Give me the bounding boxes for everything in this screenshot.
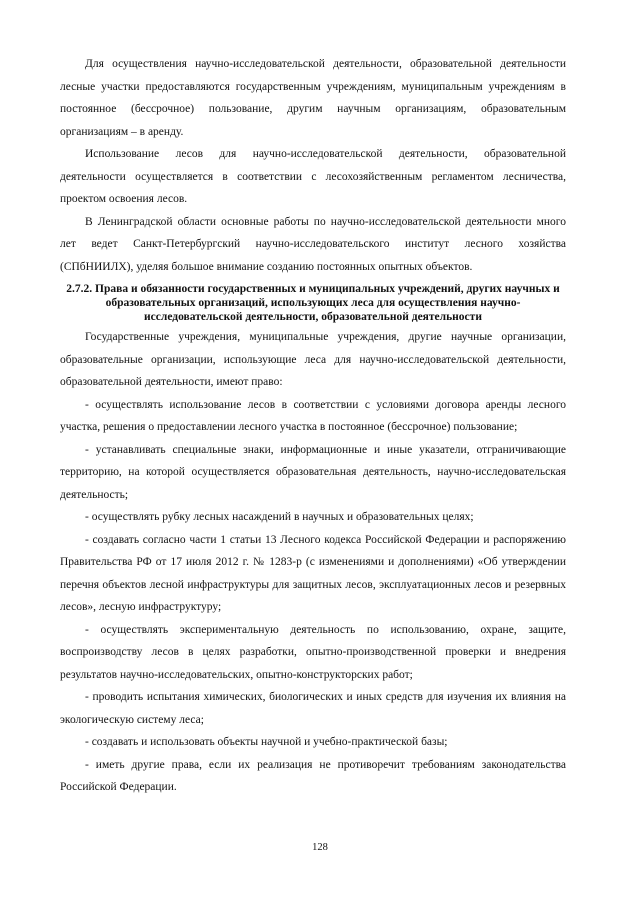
list-item: - осуществлять использование лесов в соответствии с условиями договора аренды лесного участка, решения о предоставлении лесного участка в постоянное (бессрочное) пользование; (60, 398, 566, 433)
list-item: - иметь другие права, если их реализация не противоречит требованиям законодательства Российской Федерации. (60, 758, 566, 793)
paragraph: Для осуществления научно-исследовательской деятельности, образовательной деятельности лесные участки предоставляются государственным учреждениям, муниципальным учреждениям в постоянное (бессрочное) пользование, другим научным организациям, образовательным организациям – в аренду. (60, 58, 566, 138)
page-number: 128 (312, 842, 328, 853)
section-heading: 2.7.2. Права и обязанности государственных и муниципальных учреждений, других научных и образовательных организаций, использующих леса для осуществления научно-исследовательской деятельности, образовательной деятельности (66, 283, 560, 323)
list-item: - осуществлять рубку лесных насаждений в научных и образовательных целях; (85, 511, 474, 523)
list-item: - осуществлять экспериментальную деятельность по использованию, охране, защите, воспроизводству лесов в целях разработки, опытно-производственной проверки и внедрения результатов научно-исследовательских, опытно-конструкторских работ; (60, 623, 566, 681)
paragraph: В Ленинградской области основные работы по научно-исследовательской деятельности много лет ведет Санкт-Петербургский научно-исследовательского институт лесного хозяйства (СПбНИИЛХ), уделяя большое внимание созданию постоянных опытных объектов. (60, 215, 566, 273)
paragraph: Государственные учреждения, муниципальные учреждения, другие научные организации, образовательные организации, использующие леса для научно-исследовательской деятельности, образовательной деятельности, имеют право: (60, 331, 566, 388)
list-item: - создавать согласно части 1 статьи 13 Лесного кодекса Российской Федерации и распоряжению Правительства РФ от 17 июля 2012 г. № 1283-р (с изменениями и дополнениями) «Об утверждении перечня объектов лесной инфраструктуры для защитных лесов, эксплуатационных лесов и резервных лесов», лесную инфраструктуру; (60, 533, 566, 613)
list-item: - проводить испытания химических, биологических и иных средств для изучения их влияния на экологическую систему леса; (60, 691, 566, 726)
paragraph: Использование лесов для научно-исследовательской деятельности, образовательной деятельности осуществляется в соответствии с лесохозяйственным регламентом лесничества, проектом освоения лесов. (60, 148, 566, 205)
document-page (60, 53, 566, 799)
list-item: - создавать и использовать объекты научной и учебно-практической базы; (85, 736, 448, 748)
list-item: - устанавливать специальные знаки, информационные и иные указатели, отграничивающие территорию, на которой осуществляется образовательная деятельность, научно-исследовательская деятельность; (60, 443, 566, 501)
